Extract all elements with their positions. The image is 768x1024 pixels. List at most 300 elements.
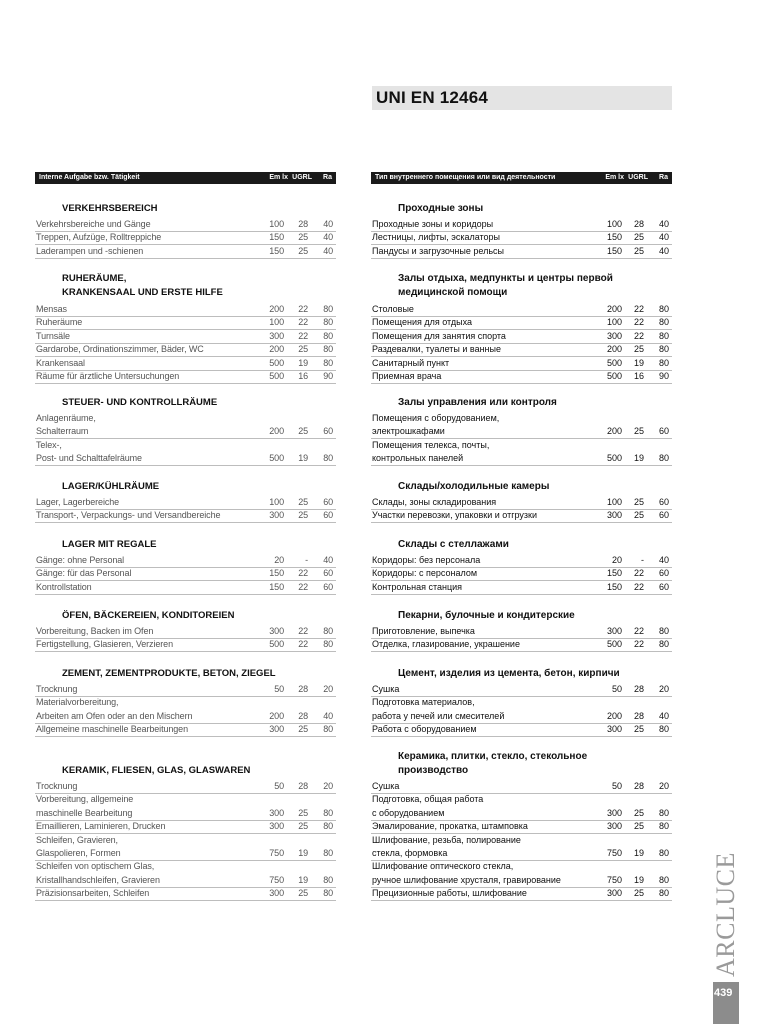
table-row: [35, 343, 336, 357]
ra-value: 40: [658, 555, 669, 565]
document-title: UNI EN 12464: [376, 88, 489, 107]
ugrl-value: 25: [633, 807, 644, 818]
em-lx-value: 150: [606, 245, 622, 256]
ugrl-value: 28: [633, 219, 644, 229]
ugrl-value: 28: [633, 781, 644, 791]
table-row: [371, 567, 672, 581]
table-row: [371, 412, 672, 425]
row-label: Glaspolieren, Formen: [36, 848, 121, 858]
ugrl-value: 25: [633, 724, 644, 735]
em-lx-value: 500: [269, 357, 284, 368]
em-lx-value: 150: [606, 232, 622, 243]
table-row: [371, 834, 672, 847]
em-lx-value: 300: [606, 626, 622, 636]
ra-value: 80: [323, 874, 333, 885]
row-label: Arbeiten am Ofen oder an den Mischern: [36, 710, 193, 721]
table-row: [35, 696, 336, 709]
row-label: Контрольная станция: [372, 581, 462, 592]
em-lx-value: 300: [269, 510, 284, 521]
ugrl-value: 22: [298, 317, 308, 328]
ugrl-value: 25: [633, 821, 644, 832]
row-label: Сушка: [372, 684, 400, 694]
row-label: Lager, Lagerbereiche: [36, 497, 120, 507]
ugrl-value: 25: [298, 232, 308, 243]
row-label: Präzisionsarbeiten, Schleifen: [36, 888, 150, 899]
ra-value: 80: [658, 821, 669, 832]
row-label: Лестницы, лифты, эскалаторы: [372, 232, 501, 243]
em-lx-value: 200: [606, 426, 622, 437]
em-lx-value: 20: [611, 555, 622, 565]
em-lx-value: 500: [269, 371, 284, 381]
german-column: [35, 172, 336, 899]
table-row: [371, 683, 672, 697]
brand-wordmark: ARCLUCE: [711, 852, 740, 977]
ugrl-value: 19: [633, 874, 644, 885]
row-label: контрольных панелей: [372, 453, 464, 464]
row-label: Шлифование оптического стекла,: [372, 861, 514, 872]
table-row: [371, 496, 672, 510]
ra-value: 80: [658, 626, 669, 636]
row-label: Turnsäle: [36, 330, 70, 341]
row-label: Эмалирование, прокатка, штамповка: [372, 821, 528, 832]
row-label: Kristallhandschleifen, Gravieren: [36, 874, 160, 885]
ugrl-value: 25: [633, 344, 644, 355]
table-row: [35, 638, 336, 652]
section-title: Залы управления или контроля: [398, 397, 557, 408]
em-lx-value: 200: [606, 344, 622, 355]
table-row: [371, 820, 672, 834]
ra-value: 80: [658, 317, 669, 328]
row-label: Отделка, глазирование, украшение: [372, 639, 520, 650]
ugrl-value: 19: [298, 874, 308, 885]
ugrl-value: 16: [633, 371, 644, 381]
ra-value: 40: [658, 232, 669, 243]
ugrl-value: 25: [298, 807, 308, 818]
row-label: Ruheräume: [36, 317, 83, 328]
em-lx-value: 300: [606, 807, 622, 818]
german-table-header: [35, 172, 336, 184]
em-lx-value: 300: [606, 724, 622, 735]
em-lx-value: 200: [269, 426, 284, 437]
table-row: [371, 370, 672, 384]
header-em-lx: Em lx: [605, 174, 624, 181]
ra-value: 40: [323, 710, 333, 721]
ra-value: 80: [658, 357, 669, 368]
ugrl-value: 25: [633, 245, 644, 256]
table-row: [35, 496, 336, 510]
em-lx-value: 200: [606, 710, 622, 721]
row-label: Treppen, Aufzüge, Rolltreppiche: [36, 232, 162, 243]
ra-value: 60: [658, 568, 669, 579]
row-label: Раздевалки, туалеты и ванные: [372, 344, 502, 355]
ra-value: 40: [323, 219, 333, 229]
table-row: [35, 847, 336, 861]
ra-value: 40: [323, 232, 333, 243]
table-row: [35, 807, 336, 821]
table-row: [371, 357, 672, 371]
section-title: Склады/холодильные камеры: [398, 481, 550, 492]
row-label: Mensas: [36, 304, 67, 314]
row-label: Приемная врача: [372, 371, 442, 381]
table-row: [371, 425, 672, 439]
row-label: Склады, зоны складирования: [372, 497, 497, 507]
ugrl-value: 19: [633, 453, 644, 464]
ugrl-value: 22: [298, 626, 308, 636]
ra-value: 80: [323, 453, 333, 464]
row-label: Laderampen und -schienen: [36, 245, 144, 256]
ugrl-value: 22: [633, 568, 644, 579]
table-row: [371, 638, 672, 652]
ugrl-value: 19: [633, 848, 644, 858]
em-lx-value: 100: [269, 317, 284, 328]
document-title-bar: [372, 86, 672, 110]
em-lx-value: 500: [606, 371, 622, 381]
section-title: Цемент, изделия из цемента, бетон, кирпичи: [398, 668, 620, 679]
row-label: Помещения с оборудованием,: [372, 413, 500, 423]
page-number-tab: [713, 982, 739, 1024]
em-lx-value: 150: [269, 581, 284, 592]
table-row: [371, 847, 672, 861]
em-lx-value: 200: [269, 344, 284, 355]
ugrl-value: 22: [633, 626, 644, 636]
ra-value: 60: [323, 568, 333, 579]
em-lx-value: 200: [269, 304, 284, 314]
ra-value: 40: [658, 245, 669, 256]
ra-value: 80: [323, 807, 333, 818]
row-label: Kontrollstation: [36, 581, 92, 592]
em-lx-value: 500: [269, 639, 284, 650]
ugrl-value: 25: [633, 497, 644, 507]
table-row: [35, 412, 336, 425]
row-label: Сушка: [372, 781, 400, 791]
em-lx-value: 300: [606, 821, 622, 832]
section-title: Керамика, плитки, стекло, стекольное: [398, 751, 588, 762]
ugrl-value: 22: [633, 317, 644, 328]
em-lx-value: 20: [274, 555, 284, 565]
row-label: Krankensaal: [36, 357, 85, 368]
ra-value: 80: [658, 724, 669, 735]
ugrl-value: 22: [633, 581, 644, 592]
table-row: [35, 625, 336, 639]
ra-value: 80: [658, 848, 669, 858]
table-row: [371, 874, 672, 888]
em-lx-value: 100: [269, 497, 284, 507]
row-label: Столовые: [372, 304, 414, 314]
row-label: Post- und Schalttafelräume: [36, 453, 142, 464]
ra-value: 80: [323, 317, 333, 328]
row-label: Подготовка, общая работа: [372, 794, 484, 805]
em-lx-value: 300: [269, 626, 284, 636]
table-row: [35, 780, 336, 794]
section-title: STEUER- UND KONTROLLRÄUME: [62, 397, 218, 408]
page-number: 439: [714, 987, 733, 999]
ugrl-value: 28: [633, 684, 644, 694]
ra-value: 80: [323, 357, 333, 368]
section-title: LAGER MIT REGALE: [62, 539, 157, 550]
row-label: Allgemeine maschinelle Bearbeitungen: [36, 724, 188, 735]
table-row: [35, 834, 336, 847]
table-row: [371, 780, 672, 794]
table-row: [35, 370, 336, 384]
table-row: [371, 231, 672, 245]
ra-value: 60: [658, 510, 669, 521]
ugrl-value: 25: [633, 426, 644, 437]
ra-value: 60: [323, 497, 333, 507]
em-lx-value: 500: [606, 357, 622, 368]
ugrl-value: 22: [633, 639, 644, 650]
ugrl-value: -: [305, 555, 308, 565]
row-label: Gardarobe, Ordinationszimmer, Bäder, WC: [36, 344, 204, 355]
ugrl-value: 28: [298, 710, 308, 721]
ra-value: 80: [323, 888, 333, 899]
section-title: KRANKENSAAL UND ERSTE HILFE: [62, 286, 223, 298]
table-row: [35, 860, 336, 873]
section-title: производство: [398, 764, 469, 776]
em-lx-value: 750: [269, 848, 284, 858]
table-row: [35, 683, 336, 697]
em-lx-value: 200: [606, 304, 622, 314]
ugrl-value: 28: [298, 219, 308, 229]
ugrl-value: 19: [298, 848, 308, 858]
em-lx-value: 300: [269, 807, 284, 818]
ugrl-value: 22: [298, 330, 308, 341]
row-label: Anlagenräume,: [36, 413, 96, 423]
ugrl-value: 22: [298, 581, 308, 592]
ra-value: 80: [658, 874, 669, 885]
ra-value: 80: [323, 626, 333, 636]
section-title: ZEMENT, ZEMENTPRODUKTE, BETON, ZIEGEL: [62, 668, 276, 679]
ra-value: 20: [658, 684, 669, 694]
em-lx-value: 100: [606, 219, 622, 229]
table-row: [35, 509, 336, 523]
ra-value: 90: [658, 371, 669, 381]
ra-value: 80: [658, 888, 669, 899]
em-lx-value: 100: [606, 317, 622, 328]
header-ra: Ra: [323, 174, 332, 181]
ugrl-value: 22: [633, 304, 644, 314]
em-lx-value: 300: [269, 330, 284, 341]
table-row: [35, 820, 336, 834]
ra-value: 60: [658, 581, 669, 592]
header-ra: Ra: [659, 174, 668, 181]
em-lx-value: 500: [269, 453, 284, 464]
russian-column: [371, 172, 672, 899]
row-label: Коридоры: без персонала: [372, 555, 481, 565]
table-row: [371, 710, 672, 724]
ugrl-value: 25: [298, 497, 308, 507]
em-lx-value: 750: [606, 848, 622, 858]
table-row: [35, 357, 336, 371]
section-title: KERAMIK, FLIESEN, GLAS, GLASWAREN: [62, 765, 251, 776]
em-lx-value: 100: [606, 497, 622, 507]
russian-table-header: [371, 172, 672, 184]
table-row: [371, 316, 672, 330]
ugrl-value: 25: [298, 821, 308, 832]
table-row: [371, 245, 672, 259]
row-label: Räume für ärztliche Untersuchungen: [36, 371, 180, 381]
table-row: [35, 303, 336, 317]
em-lx-value: 300: [269, 821, 284, 832]
row-label: Участки перевозки, упаковки и отгрузки: [372, 510, 537, 521]
table-row: [371, 793, 672, 806]
ra-value: 80: [658, 807, 669, 818]
row-label: Schalterraum: [36, 426, 89, 437]
row-label: Помещения для отдыха: [372, 317, 472, 328]
row-label: Санитарный пункт: [372, 357, 450, 368]
table-row: [35, 723, 336, 737]
row-label: Materialvorbereitung,: [36, 697, 119, 708]
ra-value: 60: [658, 426, 669, 437]
ra-value: 80: [323, 848, 333, 858]
em-lx-value: 300: [606, 510, 622, 521]
ra-value: 80: [323, 821, 333, 832]
row-label: Помещения телекса, почты,: [372, 439, 490, 450]
ra-value: 80: [323, 304, 333, 314]
ra-value: 60: [323, 426, 333, 437]
table-row: [35, 316, 336, 330]
table-row: [35, 581, 336, 595]
row-label: Telex-,: [36, 439, 62, 450]
table-row: [35, 218, 336, 232]
ra-value: 80: [658, 639, 669, 650]
ugrl-value: 25: [633, 232, 644, 243]
em-lx-value: 50: [611, 684, 622, 694]
table-row: [371, 723, 672, 737]
row-label: стекла, формовка: [372, 848, 448, 858]
ugrl-value: 19: [298, 357, 308, 368]
table-row: [35, 567, 336, 581]
ugrl-value: 25: [298, 888, 308, 899]
table-row: [35, 439, 336, 452]
ugrl-value: 22: [298, 568, 308, 579]
em-lx-value: 150: [269, 232, 284, 243]
section-title: Залы отдыха, медпункты и центры первой: [398, 273, 613, 284]
row-label: maschinelle Bearbeitung: [36, 807, 133, 818]
table-row: [371, 625, 672, 639]
ugrl-value: 28: [298, 684, 308, 694]
ugrl-value: -: [641, 555, 644, 565]
row-label: Verkehrsbereiche und Gänge: [36, 219, 151, 229]
ugrl-value: 22: [298, 639, 308, 650]
em-lx-value: 50: [274, 781, 284, 791]
em-lx-value: 50: [611, 781, 622, 791]
ra-value: 20: [323, 684, 333, 694]
table-row: [371, 509, 672, 523]
ra-value: 80: [323, 639, 333, 650]
header-ugrl: UGRL: [292, 174, 312, 181]
row-label: с оборудованием: [372, 807, 445, 818]
ugrl-value: 22: [298, 304, 308, 314]
ugrl-value: 25: [633, 510, 644, 521]
em-lx-value: 300: [606, 888, 622, 899]
em-lx-value: 150: [606, 568, 622, 579]
row-label: Vorbereitung, Backen im Ofen: [36, 626, 154, 636]
row-label: Приготовление, выпечка: [372, 626, 475, 636]
table-row: [371, 303, 672, 317]
em-lx-value: 100: [269, 219, 284, 229]
row-label: Vorbereitung, allgemeine: [36, 794, 134, 805]
ra-value: 40: [658, 710, 669, 721]
table-row: [371, 439, 672, 452]
em-lx-value: 150: [606, 581, 622, 592]
row-label: Работа с оборудованием: [372, 724, 477, 735]
table-row: [35, 887, 336, 901]
table-row: [371, 860, 672, 873]
table-row: [35, 874, 336, 888]
header-label: Interne Aufgabe bzw. Tätigkeit: [39, 174, 140, 181]
em-lx-value: 150: [269, 568, 284, 579]
em-lx-value: 200: [269, 710, 284, 721]
header-em-lx: Em lx: [269, 174, 288, 181]
ra-value: 80: [323, 330, 333, 341]
ra-value: 80: [323, 724, 333, 735]
arcluce-logo: [703, 852, 743, 977]
ugrl-value: 25: [298, 426, 308, 437]
em-lx-value: 500: [606, 639, 622, 650]
table-row: [371, 218, 672, 232]
row-label: Помещения для занятия спорта: [372, 330, 506, 341]
row-label: Trocknung: [36, 781, 78, 791]
table-row: [371, 887, 672, 901]
ra-value: 80: [658, 330, 669, 341]
em-lx-value: 300: [606, 330, 622, 341]
ugrl-value: 22: [633, 330, 644, 341]
row-label: Fertigstellung, Glasieren, Verzieren: [36, 639, 173, 650]
ra-value: 80: [658, 304, 669, 314]
table-row: [371, 696, 672, 709]
section-title: Склады с стеллажами: [398, 539, 509, 550]
row-label: Schleifen von optischem Glas,: [36, 861, 155, 872]
em-lx-value: 300: [269, 724, 284, 735]
em-lx-value: 50: [274, 684, 284, 694]
em-lx-value: 150: [269, 245, 284, 256]
em-lx-value: 300: [269, 888, 284, 899]
section-title: ÖFEN, BÄCKEREIEN, KONDITOREIEN: [62, 610, 235, 621]
ra-value: 80: [323, 344, 333, 355]
row-label: Gänge: ohne Personal: [36, 555, 125, 565]
row-label: работа у печей или смесителей: [372, 710, 505, 721]
row-label: электрошкафами: [372, 426, 445, 437]
ra-value: 20: [658, 781, 669, 791]
section-title: VERKEHRSBEREICH: [62, 203, 158, 214]
row-label: Прецизионные работы, шлифование: [372, 888, 527, 899]
row-label: Проходные зоны и коридоры: [372, 219, 494, 229]
ra-value: 90: [323, 371, 333, 381]
ugrl-value: 25: [298, 245, 308, 256]
table-row: [35, 554, 336, 568]
ugrl-value: 25: [633, 888, 644, 899]
section-title: Проходные зоны: [398, 203, 484, 214]
row-label: Emaillieren, Laminieren, Drucken: [36, 821, 166, 832]
table-row: [35, 710, 336, 724]
em-lx-value: 750: [269, 874, 284, 885]
table-row: [371, 452, 672, 466]
ugrl-value: 28: [298, 781, 308, 791]
ugrl-value: 28: [633, 710, 644, 721]
header-ugrl: UGRL: [628, 174, 648, 181]
table-row: [371, 343, 672, 357]
row-label: Коридоры: с персоналом: [372, 568, 478, 579]
section-title: медицинской помощи: [398, 286, 508, 298]
table-row: [35, 245, 336, 259]
ra-value: 60: [323, 581, 333, 592]
ra-value: 80: [658, 344, 669, 355]
section-title: Пекарни, булочные и кондитерские: [398, 610, 575, 621]
ugrl-value: 19: [298, 453, 308, 464]
row-label: ручное шлифование хрусталя, гравирование: [372, 874, 561, 885]
section-title: RUHERÄUME,: [62, 273, 127, 284]
table-row: [35, 793, 336, 806]
